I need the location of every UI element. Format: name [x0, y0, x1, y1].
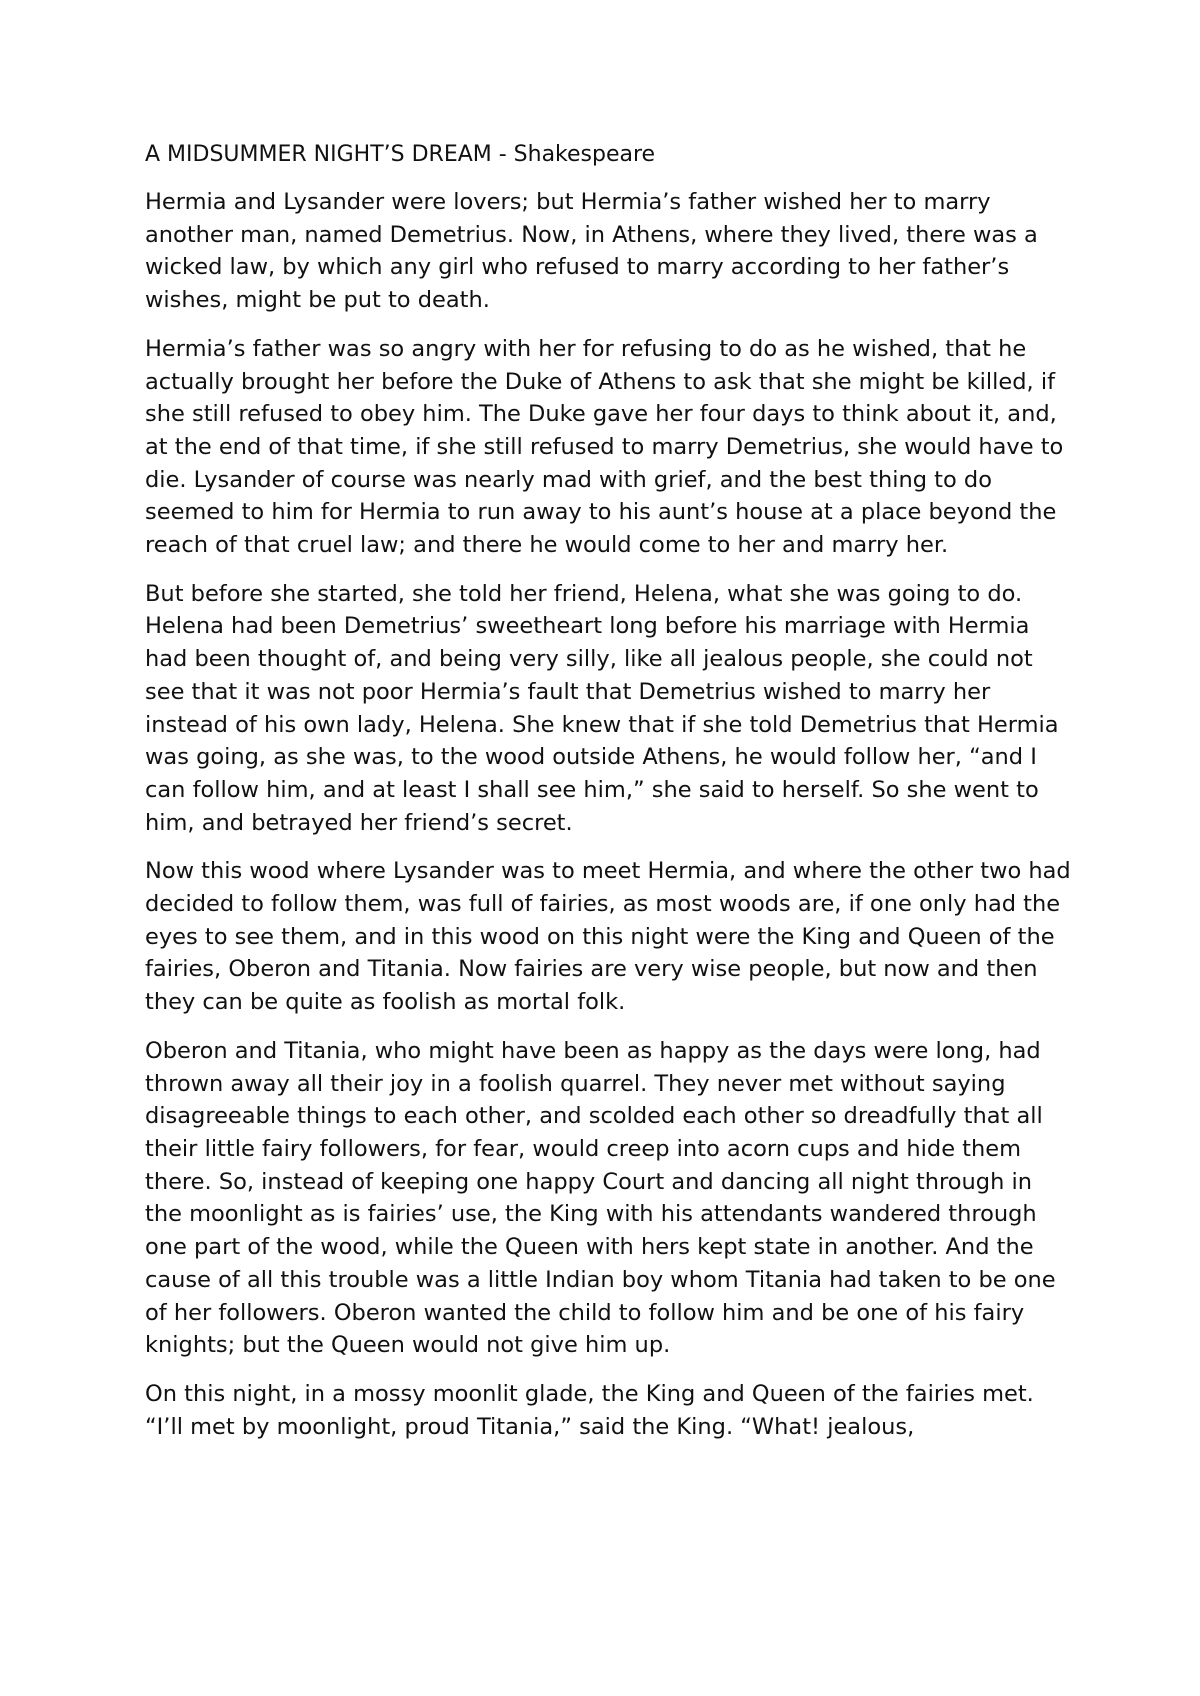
- paragraph-3: But before she started, she told her friend, Helena, what she was going to do. Helena had been Demetrius’ sweetheart long before his marriage with Hermia had been thought of, and being very silly, like all jealous people, she could not see that it was not poor Hermia’s fault that Demetrius wished to marry her instead of his own lady, Helena. She knew that if she told Demetrius that Hermia was going, as she was, to the wood outside Athens, he would follow her, “and I can follow him, and at least I shall see him,” she said to herself. So she went to him, and betrayed her friend’s secret.: [145, 580, 1059, 836]
- document-body: [145, 140, 1075, 1459]
- document-title: A MIDSUMMER NIGHT’S DREAM - Shakespeare: [145, 142, 656, 167]
- paragraph-5: Oberon and Titania, who might have been as happy as the days were long, had thrown away all their joy in a foolish quarrel. They never met without saying disagreeable things to each other, and scolded each other so dreadfully that all their little fairy followers, for fear, would creep into acorn cups and hide them there. So, instead of keeping one happy Court and dancing all night through in the moonlight as is fairies’ use, the King with his attendants wandered through one part of the wood, while the Queen with hers kept state in another. And the cause of all this trouble was a little Indian boy whom Titania had taken to be one of her followers. Oberon wanted the child to follow him and be one of his fairy knights; but the Queen would not give him up.: [145, 1037, 1056, 1359]
- paragraph-2: Hermia’s father was so angry with her for refusing to do as he wished, that he actually brought her before the Duke of Athens to ask that she might be killed, if she still refused to obey him. The Duke gave her four days to think about it, and, at the end of that time, if she still refused to marry Demetrius, she would have to die. Lysander of course was nearly mad with grief, and the best thing to do seemed to him for Hermia to run away to his aunt’s house at a place beyond the reach of that cruel law; and there he would come to her and marry her.: [145, 335, 1064, 559]
- paragraph-4: Now this wood where Lysander was to meet Hermia, and where the other two had decided to follow them, was full of fairies, as most woods are, if one only had the eyes to see them, and in this wood on this night were the King and Queen of the fairies, Oberon and Titania. Now fairies are very wise people, but now and then they can be quite as foolish as mortal folk.: [145, 858, 1071, 1016]
- paragraph-6: On this night, in a mossy moonlit glade, the King and Queen of the fairies met. “I’ll met by moonlight, proud Titania,” said the King. “What! jealous,: [145, 1380, 1034, 1440]
- paragraph-1: Hermia and Lysander were lovers; but Hermia’s father wished her to marry another man, named Demetrius. Now, in Athens, where they lived, there was a wicked law, by which any girl who refused to marry according to her father’s wishes, might be put to death.: [145, 189, 1038, 314]
